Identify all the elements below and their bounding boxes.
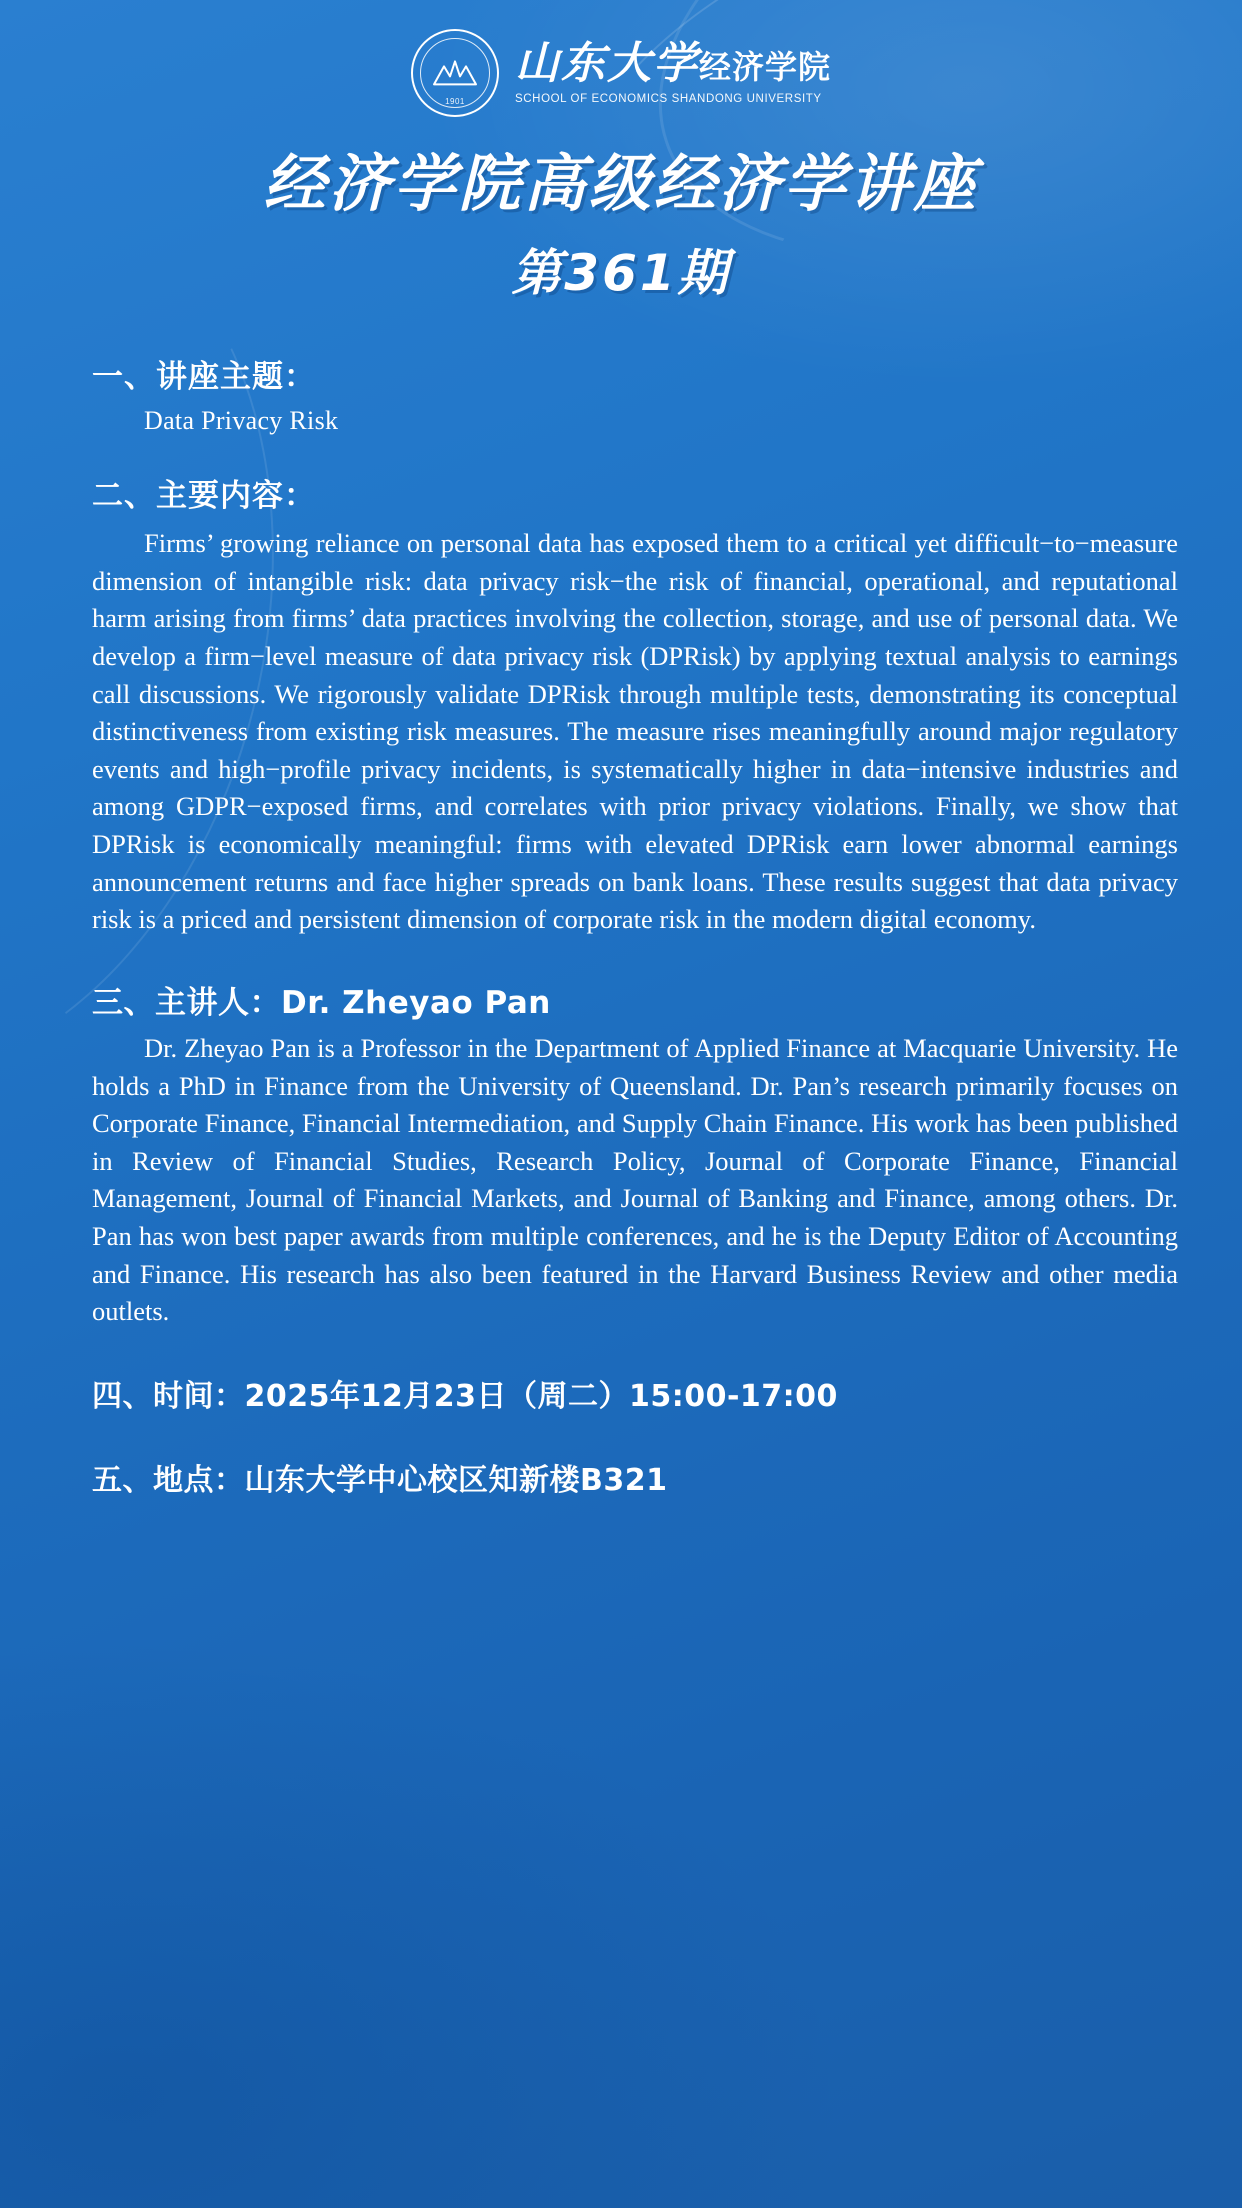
time-line: 四、时间：2025年12月23日（周二）15:00-17:00 bbox=[92, 1378, 838, 1414]
logo-name-en: SCHOOL OF ECONOMICS SHANDONG UNIVERSITY bbox=[514, 92, 822, 105]
logo-name-cn-main: 山东大学 bbox=[514, 38, 699, 90]
seal-year: 1901 bbox=[445, 97, 465, 106]
content-paragraph: Firms’ growing reliance on personal data has exposed them to a critical yet difficult−to−measure dimension of intangible risk: data privacy risk−the risk of financial, operational, and reputational harm arising from firms’ data practices involving the collection, storage, and use of personal data. We develop a firm−level measure of data privacy risk (DPRisk) by applying textual analysis to earnings call discussions. We rigorously validate DPRisk through multiple tests, demonstrating its conceptual distinctiveness from existing risk measures. The measure rises meaningfully around major regulatory events and high−profile privacy incidents, is systematically higher in data−intensive industries and among GDPR−exposed firms, and correlates with prior privacy violations. Finally, we show that DPRisk is economically meaningful: firms with elevated DPRisk earn lower abnormal earnings announcement returns and face higher spreads on bank loans. These results suggest that data privacy risk is a priced and persistent dimension of corporate risk in the modern digital economy. bbox=[92, 528, 1178, 935]
university-logo bbox=[0, 0, 1242, 108]
university-seal-icon bbox=[411, 29, 499, 117]
content-heading: 二、主要内容： bbox=[92, 478, 316, 514]
topic-value: Data Privacy Risk bbox=[144, 406, 339, 435]
poster-body bbox=[0, 305, 1242, 1499]
place-line: 五、地点：山东大学中心校区知新楼B321 bbox=[92, 1462, 668, 1498]
mountain-glyph-icon bbox=[432, 57, 478, 87]
logo-wordmark bbox=[514, 38, 831, 105]
speaker-bio-paragraph: Dr. Zheyao Pan is a Professor in the Department of Applied Finance at Macquarie University. He holds a PhD in Finance from the University of Queensland. Dr. Pan’s research primarily focuses on Corporate Finance, Financial Intermediation, and Supply Chain Finance. His work has been published in Review of Financial Studies, Research Policy, Journal of Corporate Finance, Financial Management, Journal of Financial Markets, and Journal of Banking and Finance, among others. Dr. Pan has won best paper awards from multiple conferences, and he is the Deputy Editor of Accounting and Finance. His research has also been featured in the Harvard Business Review and other media outlets. bbox=[92, 1032, 1178, 1327]
logo-name-cn bbox=[514, 38, 831, 90]
speaker-heading: 三、主讲人：Dr. Zheyao Pan bbox=[92, 984, 551, 1021]
poster-subtitle: 第361期 bbox=[511, 244, 731, 302]
decorative-swoosh-4 bbox=[0, 1864, 944, 2208]
logo-name-cn-secondary: 经济学院 bbox=[698, 48, 831, 87]
topic-heading: 一、讲座主题： bbox=[92, 359, 316, 395]
poster-title: 经济学院高级经济学讲座 bbox=[263, 147, 979, 220]
